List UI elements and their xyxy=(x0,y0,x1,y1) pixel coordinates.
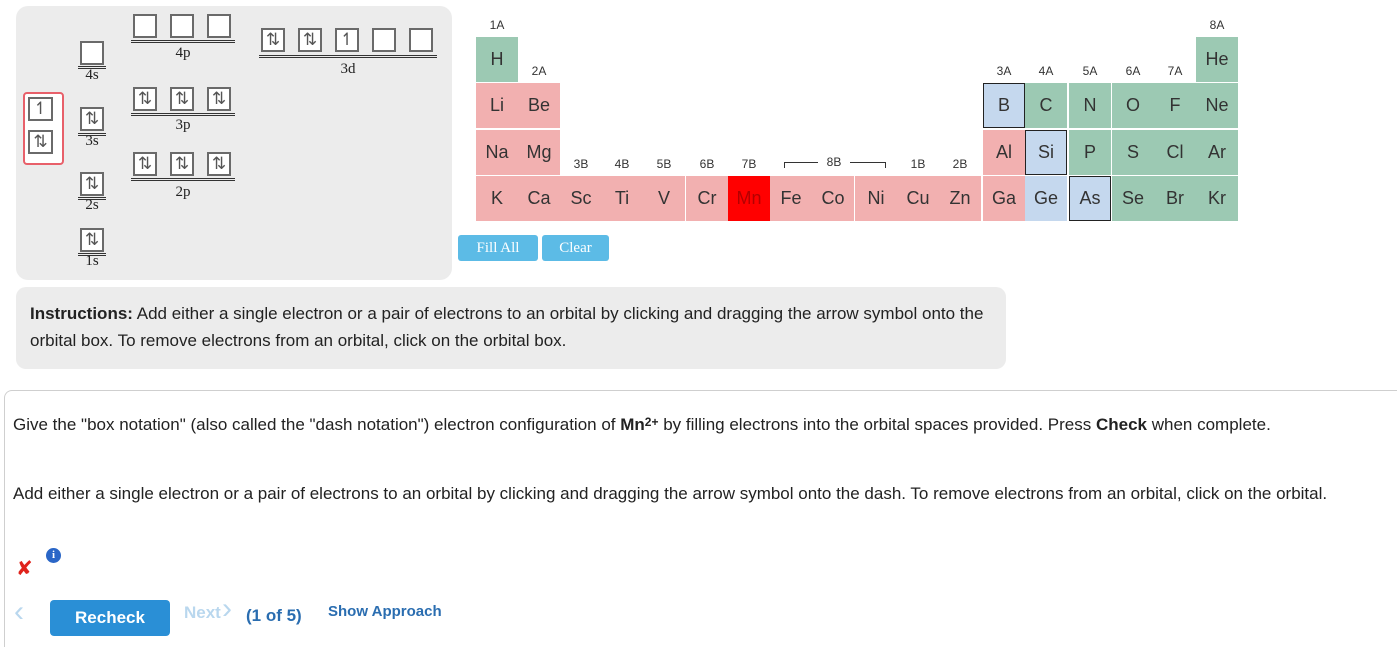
orbital-box-3s[interactable]: ⇅ xyxy=(80,107,104,131)
element-be[interactable]: Be xyxy=(518,83,560,128)
group-label-3B: 3B xyxy=(573,157,589,171)
group-label-1A: 1A xyxy=(489,18,505,32)
orbital-box-3p-2[interactable]: ⇅ xyxy=(170,87,194,111)
orbital-dash-3d xyxy=(259,55,437,58)
orbital-box-2p-3[interactable]: ⇅ xyxy=(207,152,231,176)
orbital-box-3d-5[interactable] xyxy=(409,28,433,52)
check-word: Check xyxy=(1095,415,1148,434)
orbital-box-3d-3[interactable]: ↿ xyxy=(335,28,359,52)
element-ti[interactable]: Ti xyxy=(601,176,643,221)
orbital-box-2p-2[interactable]: ⇅ xyxy=(170,152,194,176)
group-label-7B: 7B xyxy=(741,157,757,171)
element-c[interactable]: C xyxy=(1025,83,1067,128)
group-label-4B: 4B xyxy=(614,157,630,171)
previous-chevron-icon[interactable]: ‹ xyxy=(14,595,24,628)
orbital-label-2p: 2p xyxy=(175,184,191,200)
single-electron-tool[interactable]: ↿ xyxy=(28,97,53,121)
element-se[interactable]: Se xyxy=(1112,176,1154,221)
orbital-dash-3p xyxy=(131,113,235,116)
question-instructions: Add either a single electron or a pair of electrons to an orbital by clicking and dragging the arrow symbol onto the dash. To remove electrons from an orbital, click on the orbital. xyxy=(13,484,1328,503)
group-label-8A: 8A xyxy=(1209,18,1225,32)
group-label-3A: 3A xyxy=(996,64,1012,78)
element-o[interactable]: O xyxy=(1112,83,1154,128)
element-h[interactable]: H xyxy=(476,37,518,82)
element-he[interactable]: He xyxy=(1196,37,1238,82)
orbital-box-3p-3[interactable]: ⇅ xyxy=(207,87,231,111)
orbital-label-2s: 2s xyxy=(85,197,99,213)
element-ne[interactable]: Ne xyxy=(1196,83,1238,128)
element-kr[interactable]: Kr xyxy=(1196,176,1238,221)
element-sc[interactable]: Sc xyxy=(560,176,602,221)
orbital-dash-4p xyxy=(131,40,235,43)
element-mn[interactable]: Mn xyxy=(728,176,770,221)
element-br[interactable]: Br xyxy=(1154,176,1196,221)
element-v[interactable]: V xyxy=(643,176,685,221)
instructions-text: Add either a single electron or a pair of electrons to an orbital by clicking and dragging the arrow symbol onto the orbital box. To remove electrons from an orbital, click on the orbital box. xyxy=(30,304,984,350)
group-label-2A: 2A xyxy=(531,64,547,78)
element-na[interactable]: Na xyxy=(485,142,509,162)
fill-all-button[interactable]: Fill All xyxy=(458,235,538,261)
group-label-2B: 2B xyxy=(952,157,968,171)
electron-pair-tool[interactable]: ⇅ xyxy=(28,130,53,154)
element-mg[interactable]: Mg xyxy=(526,142,552,162)
group-label-4A: 4A xyxy=(1038,64,1054,78)
group-label-6B: 6B xyxy=(699,157,715,171)
element-co[interactable]: Co xyxy=(812,176,854,221)
element-zn[interactable]: Zn xyxy=(939,176,981,221)
orbital-box-3d-2[interactable]: ⇅ xyxy=(298,28,322,52)
orbital-box-4s[interactable] xyxy=(80,41,104,65)
incorrect-icon: ✘ xyxy=(16,558,33,580)
orbital-box-4p-2[interactable] xyxy=(170,14,194,38)
element-ga[interactable]: Ga xyxy=(983,176,1025,221)
question-prompt: Give the "box notation" (also called the "dash notation") electron configuration of $Mn^{2+}$ by filling electrons into the orbital spaces provided. Press Check when complete. xyxy=(13,415,1271,434)
orbital-box-3d-1[interactable]: ⇅ xyxy=(261,28,285,52)
element-ge[interactable]: Ge xyxy=(1025,176,1067,221)
group-label-5B: 5B xyxy=(656,157,672,171)
element-k[interactable]: K xyxy=(476,176,518,221)
element-li[interactable]: Li xyxy=(476,83,518,128)
orbital-label-3s: 3s xyxy=(85,133,99,149)
group-label-1B: 1B xyxy=(910,157,926,171)
orbital-box-4p-1[interactable] xyxy=(133,14,157,38)
next-chevron-icon[interactable]: › xyxy=(222,592,232,625)
instructions-box xyxy=(16,287,1006,369)
next-button[interactable]: Next xyxy=(184,603,221,622)
show-approach-link[interactable]: Show Approach xyxy=(328,603,442,620)
ion-charge: 2+ xyxy=(644,415,659,429)
orbital-box-1s[interactable]: ⇅ xyxy=(80,228,104,252)
info-icon[interactable]: i xyxy=(46,548,61,563)
element-ni[interactable]: Ni xyxy=(855,176,897,221)
element-cl[interactable]: Cl xyxy=(1154,130,1196,175)
element-b[interactable]: B xyxy=(983,83,1025,128)
orbital-label-4s: 4s xyxy=(85,67,99,83)
orbital-label-3d: 3d xyxy=(340,61,356,77)
element-al[interactable]: Al xyxy=(983,130,1025,175)
element-ar[interactable]: Ar xyxy=(1196,130,1238,175)
orbital-box-3p-1[interactable]: ⇅ xyxy=(133,87,157,111)
element-fe[interactable]: Fe xyxy=(770,176,812,221)
element-as[interactable]: As xyxy=(1069,176,1111,221)
question-progress: (1 of 5) xyxy=(246,606,302,625)
orbital-label-1s: 1s xyxy=(85,253,99,269)
orbital-box-2s[interactable]: ⇅ xyxy=(80,172,104,196)
orbital-box-4p-3[interactable] xyxy=(207,14,231,38)
element-si[interactable]: Si xyxy=(1025,130,1067,175)
element-n[interactable]: N xyxy=(1069,83,1111,128)
orbital-label-3p: 3p xyxy=(175,117,191,133)
element-cu[interactable]: Cu xyxy=(897,176,939,221)
element-f[interactable]: F xyxy=(1154,83,1196,128)
orbital-label-4p: 4p xyxy=(175,45,191,61)
group-label-8B: 8B xyxy=(818,155,850,169)
group-label-5A: 5A xyxy=(1082,64,1098,78)
element-ca[interactable]: Ca xyxy=(518,176,560,221)
element-cr[interactable]: Cr xyxy=(686,176,728,221)
instructions-heading: Instructions: xyxy=(30,304,133,323)
group-label-7A: 7A xyxy=(1167,64,1183,78)
element-p[interactable]: P xyxy=(1069,130,1111,175)
orbital-box-2p-1[interactable]: ⇅ xyxy=(133,152,157,176)
element-s[interactable]: S xyxy=(1112,130,1154,175)
orbital-dash-2p xyxy=(131,178,235,181)
recheck-button[interactable]: Recheck xyxy=(50,600,170,636)
clear-button[interactable]: Clear xyxy=(542,235,609,261)
group-label-6A: 6A xyxy=(1125,64,1141,78)
orbital-box-3d-4[interactable] xyxy=(372,28,396,52)
ion-symbol: Mn xyxy=(620,415,645,434)
